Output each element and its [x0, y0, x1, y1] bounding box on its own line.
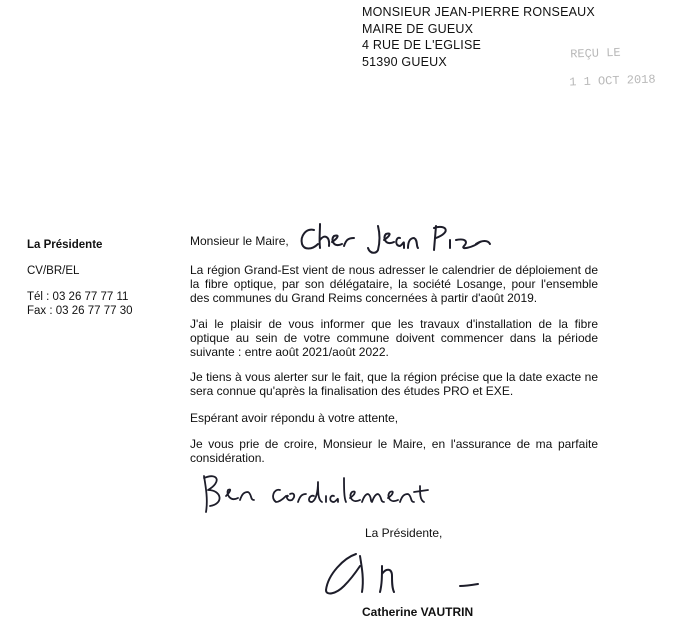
paragraph-1: La région Grand-Est vient de nous adresser le calendrier de déploiement de la fibre optique, par son délégataire, la société Losange, pour l'ensemble des communes du Grand Reims concernées à partir d'août 2019. — [190, 263, 598, 306]
salutation: Monsieur le Maire, — [190, 234, 289, 248]
handwritten-closing — [196, 468, 456, 518]
signatory-name: Catherine VAUTRIN — [362, 605, 474, 619]
signature-title: La Présidente, — [365, 526, 443, 540]
paragraph-2: J'ai le plaisir de vous informer que les travaux d'installation de la fibre optique au sein de votre commune doivent commencer dans la période suivante : entre août 2021/août 2022. — [190, 316, 598, 360]
sender-tel: Tél : 03 26 77 77 11 — [27, 291, 129, 303]
recipient-title: MAIRE DE GUEUX — [362, 21, 474, 36]
sender-fax: Fax : 03 26 77 77 30 — [27, 305, 133, 317]
sender-role: La Présidente — [27, 239, 103, 251]
paragraph-3: Je tiens à vous alerter sur le fait, que la région précise que la date exacte ne sera connue qu'après la finalisation des études PRO et EXE. — [190, 370, 598, 399]
sender-reference: CV/BR/EL — [27, 265, 80, 277]
letter-body — [190, 234, 598, 465]
signature-image — [320, 546, 490, 602]
paragraph-5: Je vous prie de croire, Monsieur le Maire, en l'assurance de ma parfaite considération. — [190, 436, 598, 466]
recipient-name: MONSIEUR JEAN-PIERRE RONSEAUX — [362, 5, 595, 19]
sender-sidebar — [27, 238, 133, 318]
paragraph-4: Espérant avoir répondu à votre attente, — [190, 410, 399, 425]
recipient-city: 51390 GUEUX — [362, 54, 447, 69]
recipient-address — [362, 4, 595, 70]
stamp-date: 1 1 OCT 2018 — [568, 72, 656, 90]
recipient-street: 4 RUE DE L'EGLISE — [362, 38, 482, 52]
stamp-received-label: REÇU LE — [569, 45, 621, 62]
